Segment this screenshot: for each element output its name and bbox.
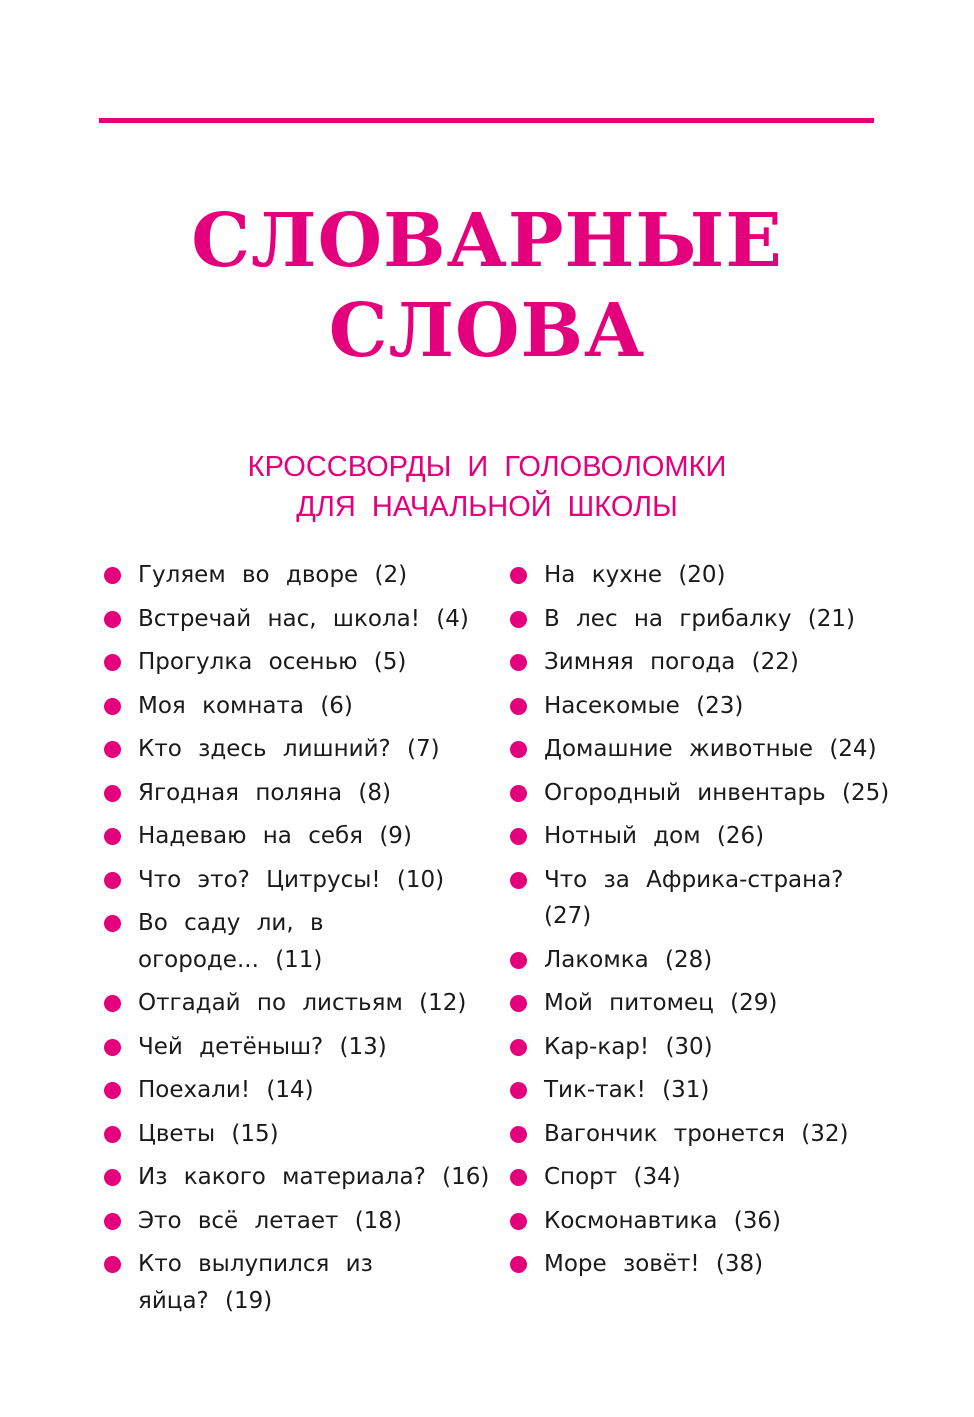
contents-item [104, 1203, 499, 1240]
bullet-icon [104, 995, 121, 1012]
contents-item [510, 601, 950, 638]
bullet-icon [510, 1213, 527, 1230]
bullet-icon [104, 698, 121, 715]
contents-item-label: Цветы (15) [138, 1120, 279, 1147]
bullet-icon [510, 741, 527, 758]
contents-item [510, 942, 950, 979]
contents-item-label: Что за Африка-страна? (27) [544, 866, 844, 929]
bullet-icon [510, 1126, 527, 1143]
contents-item [104, 862, 499, 899]
bullet-icon [510, 1039, 527, 1056]
contents-item-label: Ягодная поляна (8) [138, 779, 391, 806]
subtitle-line-1: КРОССВОРДЫ И ГОЛОВОЛОМКИ [247, 451, 727, 483]
contents-item [510, 818, 950, 855]
contents-item-label: Поехали! (14) [138, 1077, 314, 1103]
contents-item [104, 1116, 499, 1153]
contents-item [104, 688, 499, 725]
contents-item [510, 1072, 950, 1109]
contents-item-label: Это всё летает (18) [138, 1207, 402, 1234]
contents-item [104, 644, 499, 681]
bullet-icon [104, 567, 121, 584]
contents-item [104, 557, 499, 594]
bullet-icon [104, 1169, 121, 1186]
contents-list-left [104, 557, 499, 1326]
bullet-icon [510, 1169, 527, 1186]
contents-item [510, 644, 950, 681]
contents-item [104, 775, 499, 812]
contents-item [104, 985, 499, 1022]
contents-item-label: Спорт (34) [544, 1164, 681, 1190]
contents-item [510, 1029, 950, 1066]
bullet-icon [104, 828, 121, 845]
contents-item-label: На кухне (20) [544, 562, 726, 588]
contents-item-label: Кто здесь лишний? (7) [138, 736, 440, 762]
contents-item [104, 905, 358, 978]
bullet-icon [510, 828, 527, 845]
bullet-icon [104, 785, 121, 802]
contents-item-label: Нотный дом (26) [544, 823, 765, 849]
contents-item [104, 1072, 499, 1109]
title-line-1: СЛОВАРНЫЕ [191, 198, 783, 284]
contents-item [510, 688, 950, 725]
bullet-icon [510, 995, 527, 1012]
contents-item-label: Надеваю на себя (9) [138, 823, 412, 849]
contents-item-label: Моя комната (6) [138, 692, 353, 719]
contents-item [510, 862, 874, 935]
contents-item-label: Во саду ли, в огороде... (11) [138, 910, 324, 973]
contents-list-right [510, 557, 950, 1290]
contents-item-label: В лес на грибалку (21) [544, 605, 855, 632]
bullet-icon [104, 872, 121, 889]
subtitle-line-2: ДЛЯ НАЧАЛЬНОЙ ШКОЛЫ [296, 491, 678, 523]
bullet-icon [510, 654, 527, 671]
bullet-icon [104, 1256, 121, 1273]
bullet-icon [510, 1256, 527, 1273]
contents-item-label: Встречай нас, школа! (4) [138, 605, 469, 632]
contents-item [510, 985, 950, 1022]
contents-item-label: Чей детёныш? (13) [138, 1033, 387, 1060]
contents-item [510, 1159, 950, 1196]
bullet-icon [104, 654, 121, 671]
bullet-icon [104, 741, 121, 758]
bullet-icon [510, 952, 527, 969]
contents-item-label: Насекомые (23) [544, 692, 744, 719]
page-subtitle [0, 447, 974, 527]
contents-item-label: Огородный инвентарь (25) [544, 779, 890, 806]
contents-item-label: Тик-так! (31) [544, 1077, 710, 1103]
contents-item [510, 775, 950, 812]
contents-item [104, 1159, 499, 1196]
contents-item-label: Лакомка (28) [544, 946, 713, 973]
bullet-icon [104, 1213, 121, 1230]
contents-item-label: Прогулка осенью (5) [138, 649, 407, 675]
contents-item-label: Отгадай по листьям (12) [138, 990, 467, 1016]
contents-item-label: Из какого материала? (16) [138, 1164, 490, 1190]
bullet-icon [104, 1039, 121, 1056]
bullet-icon [510, 698, 527, 715]
contents-item-label: Зимняя погода (22) [544, 649, 799, 675]
contents-item-label: Кто вылупился из яйца? (19) [138, 1251, 373, 1314]
contents-item-label: Мой питомец (29) [544, 990, 778, 1016]
contents-item [510, 557, 950, 594]
top-divider-line [99, 118, 874, 123]
page-title [0, 196, 974, 376]
bullet-icon [510, 567, 527, 584]
contents-item [510, 731, 950, 768]
contents-item [104, 1246, 388, 1319]
contents-item [104, 818, 499, 855]
contents-item [104, 601, 499, 638]
contents-item [510, 1246, 950, 1283]
title-line-2: СЛОВА [328, 288, 646, 374]
contents-item-label: Что это? Цитрусы! (10) [138, 866, 445, 893]
bullet-icon [510, 785, 527, 802]
bullet-icon [104, 611, 121, 628]
contents-item [510, 1116, 950, 1153]
bullet-icon [510, 872, 527, 889]
contents-item-label: Кар-кар! (30) [544, 1033, 713, 1060]
contents-item [104, 1029, 499, 1066]
contents-item-label: Гуляем во дворе (2) [138, 562, 408, 588]
contents-item-label: Вагончик тронется (32) [544, 1120, 849, 1147]
bullet-icon [510, 611, 527, 628]
bullet-icon [104, 1126, 121, 1143]
contents-item [510, 1203, 950, 1240]
bullet-icon [104, 1082, 121, 1099]
contents-item-label: Домашние животные (24) [544, 736, 877, 762]
bullet-icon [104, 915, 121, 932]
contents-item-label: Космонавтика (36) [544, 1207, 782, 1234]
contents-item [104, 731, 499, 768]
bullet-icon [510, 1082, 527, 1099]
contents-item-label: Море зовёт! (38) [544, 1251, 764, 1277]
